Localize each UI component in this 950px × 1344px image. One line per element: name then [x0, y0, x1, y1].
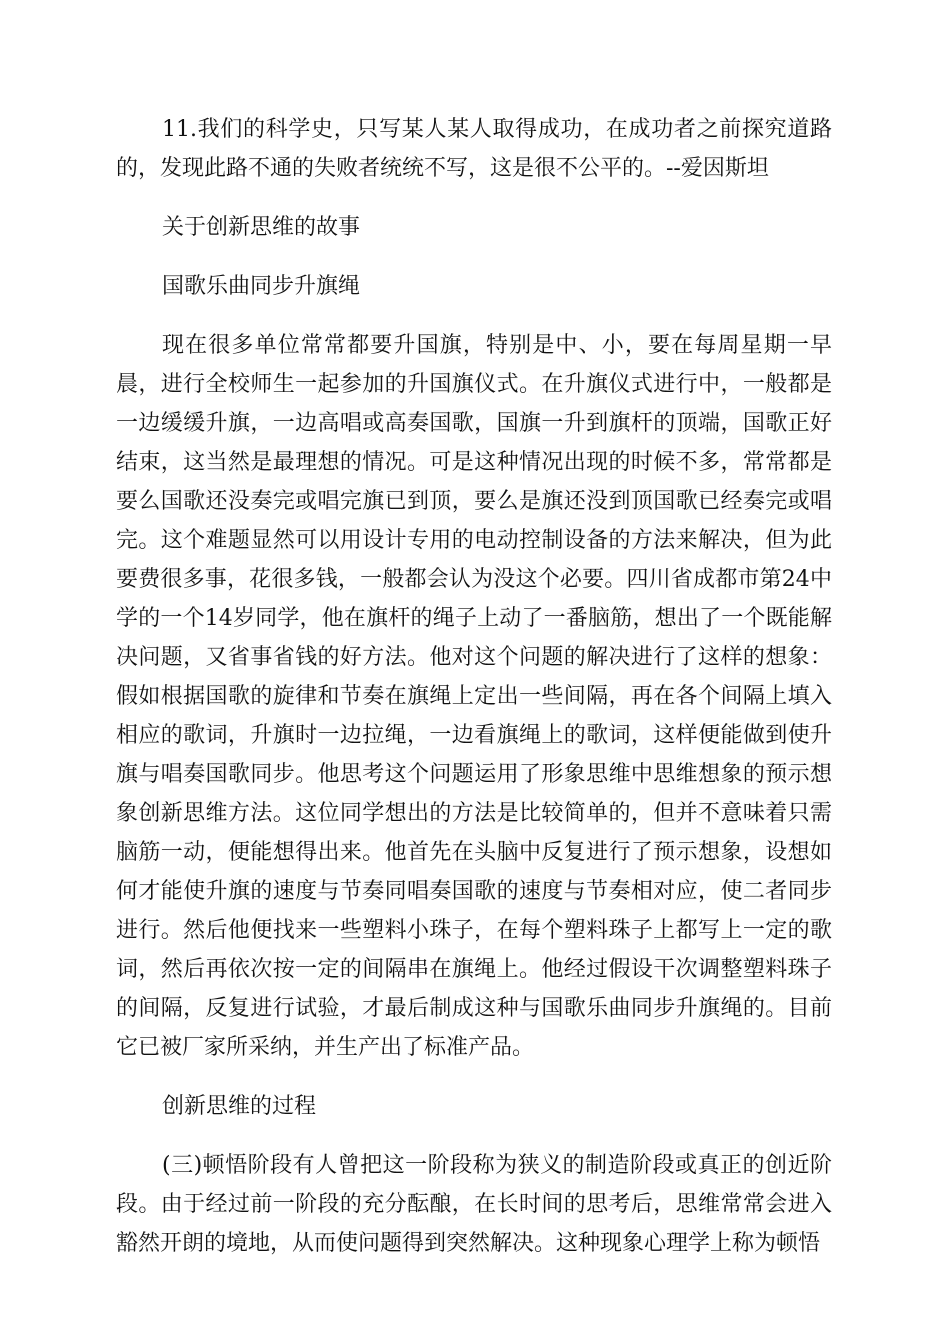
document-page [116, 110, 832, 1263]
story-title: 国歌乐曲同步升旗绳 [162, 274, 361, 299]
section-heading: 关于创新思维的故事 [162, 215, 361, 240]
process-heading: 创新思维的过程 [162, 1094, 317, 1119]
process-body: (三)顿悟阶段有人曾把这一阶段称为狭义的制造阶段或真正的创近阶段。由于经过前一阶段的充分酝酿，在长时间的思考后，思维常常会进入豁然开朗的境地，从而使问题得到突然解决。这种现象心理学上称为顿悟 [116, 1153, 832, 1256]
story-body: 现在很多单位常常都要升国旗，特别是中、小，要在每周星期一早晨，进行全校师生一起参加的升国旗仪式。在升旗仪式进行中，一般都是一边缓缓升旗，一边高唱或高奏国歌，国旗一升到旗杆的顶端，国歌正好结束，这当然是最理想的情况。可是这种情况出现的时候不多，常常都是要么国歌还没奏完或唱完旗已到顶，要么是旗还没到顶国歌已经奏完或唱完。这个难题显然可以用设计专用的电动控制设备的方法来解决，但为此要费很多事，花很多钱，一般都会认为没这个必要。四川省成都市第24中学的一个14岁同学，他在旗杆的绳子上动了一番脑筋，想出了一个既能解决问题，又省事省钱的好方法。他对这个问题的解决进行了这样的想象：假如根据国歌的旋律和节奏在旗绳上定出一些间隔，再在各个间隔上填入相应的歌词，升旗时一边拉绳，一边看旗绳上的歌词，这样便能做到使升旗与唱奏国歌同步。他思考这个问题运用了形象思维中思维想象的预示想象创新思维方法。这位同学想出的方法是比较简单的，但并不意味着只需脑筋一动，便能想得出来。他首先在头脑中反复进行了预示想象，设想如何才能使升旗的速度与节奏同唱奏国歌的速度与节奏相对应，使二者同步进行。然后他便找来一些塑料小珠子，在每个塑料珠子上都写上一定的歌词，然后再依次按一定的间隔串在旗绳上。他经过假设干次调整塑料珠子的间隔，反复进行试验，才最后制成这种与国歌乐曲同步升旗绳的。目前它已被厂家所采纳，并生产出了标准产品。 [116, 333, 832, 1060]
einstein-quote: 11.我们的科学史，只写某人某人取得成功，在成功者之前探究道路的，发现此路不通的失败者统统不写，这是很不公平的。--爱因斯坦 [116, 117, 832, 181]
